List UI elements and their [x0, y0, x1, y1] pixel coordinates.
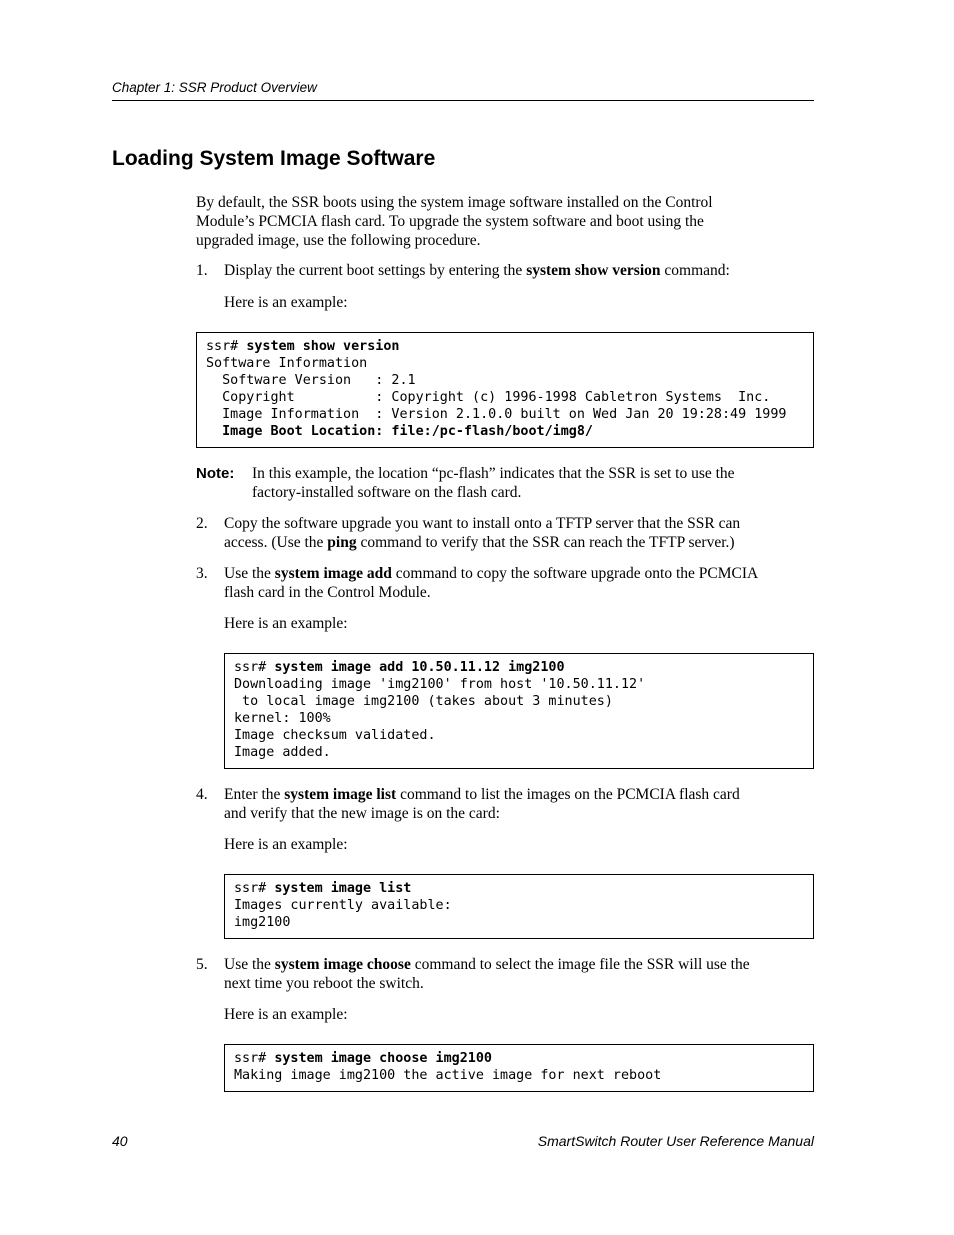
code-line: Making image img2100 the active image for next reboot: [234, 1068, 662, 1083]
code-prompt: ssr#: [234, 1051, 275, 1066]
code-line: img2100: [234, 915, 291, 930]
code-block-system-image-add: [224, 653, 814, 769]
command-name: system image add: [274, 565, 392, 582]
code-block-system-image-list: [224, 874, 814, 939]
intro-line: Module’s PCMCIA flash card. To upgrade the system software and boot using the: [196, 213, 704, 230]
example-label: Here is an example:: [224, 615, 348, 632]
code-command: system image add 10.50.11.12 img2100: [274, 660, 565, 675]
code-command: system show version: [246, 339, 400, 354]
code-block-system-image-choose: [224, 1044, 814, 1092]
example-label: Here is an example:: [224, 836, 348, 853]
manual-title: SmartSwitch Router User Reference Manual: [537, 1133, 814, 1149]
running-head: Chapter 1: SSR Product Overview: [112, 80, 317, 95]
step-5-text: Use the system image choose command to select the image file the SSR will use the next time you reboot the switch.: [224, 956, 750, 992]
command-name: system show version: [526, 262, 661, 279]
page-number: 40: [112, 1133, 128, 1149]
code-line: Images currently available:: [234, 898, 452, 913]
intro-paragraph: [196, 193, 713, 250]
code-line: kernel: 100%: [234, 711, 331, 726]
step-number: 5.: [196, 956, 208, 973]
example-label: Here is an example:: [224, 294, 348, 311]
step-number: 1.: [196, 262, 208, 279]
code-command: system image choose img2100: [274, 1051, 492, 1066]
code-line: Copyright : Copyright (c) 1996-1998 Cabletron Systems Inc.: [206, 390, 771, 405]
step-number: 4.: [196, 786, 208, 803]
code-line: Software Information: [206, 356, 368, 371]
code-block-system-show-version: [196, 332, 814, 448]
code-line: Image Information : Version 2.1.0.0 built on Wed Jan 20 19:28:49 1999: [206, 407, 787, 422]
section-title: Loading System Image Software: [112, 147, 436, 170]
code-command: system image list: [274, 881, 412, 896]
code-line-bold: Image Boot Location: file:/pc-flash/boot/img8/: [222, 424, 593, 439]
intro-line: By default, the SSR boots using the system image software installed on the Control: [196, 194, 713, 211]
command-name: system image choose: [274, 956, 411, 973]
code-prompt: ssr#: [234, 881, 275, 896]
command-name: system image list: [284, 786, 397, 803]
code-prompt: ssr#: [206, 339, 247, 354]
step-1-text: Display the current boot settings by entering the system show version command:: [224, 262, 730, 279]
step-4-text: Enter the system image list command to list the images on the PCMCIA flash card and verify that the new image is on the card:: [224, 786, 740, 822]
code-line: Downloading image 'img2100' from host '10.50.11.12': [234, 677, 646, 692]
note-label: Note:: [196, 465, 235, 482]
code-line: Image added.: [234, 745, 331, 760]
code-prompt: ssr#: [234, 660, 275, 675]
step-2-text: Copy the software upgrade you want to install onto a TFTP server that the SSR can access. (Use the ping command to verify that the SSR can reach the TFTP server.): [224, 515, 741, 551]
code-line: to local image img2100 (takes about 3 minutes): [234, 694, 613, 709]
step-number: 2.: [196, 515, 208, 532]
example-label: Here is an example:: [224, 1006, 348, 1023]
code-line: Image checksum validated.: [234, 728, 436, 743]
intro-line: upgraded image, use the following procedure.: [196, 232, 481, 249]
step-number: 3.: [196, 565, 208, 582]
header-rule: [112, 100, 814, 101]
command-name: ping: [327, 534, 357, 551]
note-text: In this example, the location “pc-flash” indicates that the SSR is set to use the factory-installed software on the flash card.: [252, 465, 735, 501]
code-line: Software Version : 2.1: [206, 373, 416, 388]
step-3-text: Use the system image add command to copy the software upgrade onto the PCMCIA flash card in the Control Module.: [224, 565, 759, 601]
